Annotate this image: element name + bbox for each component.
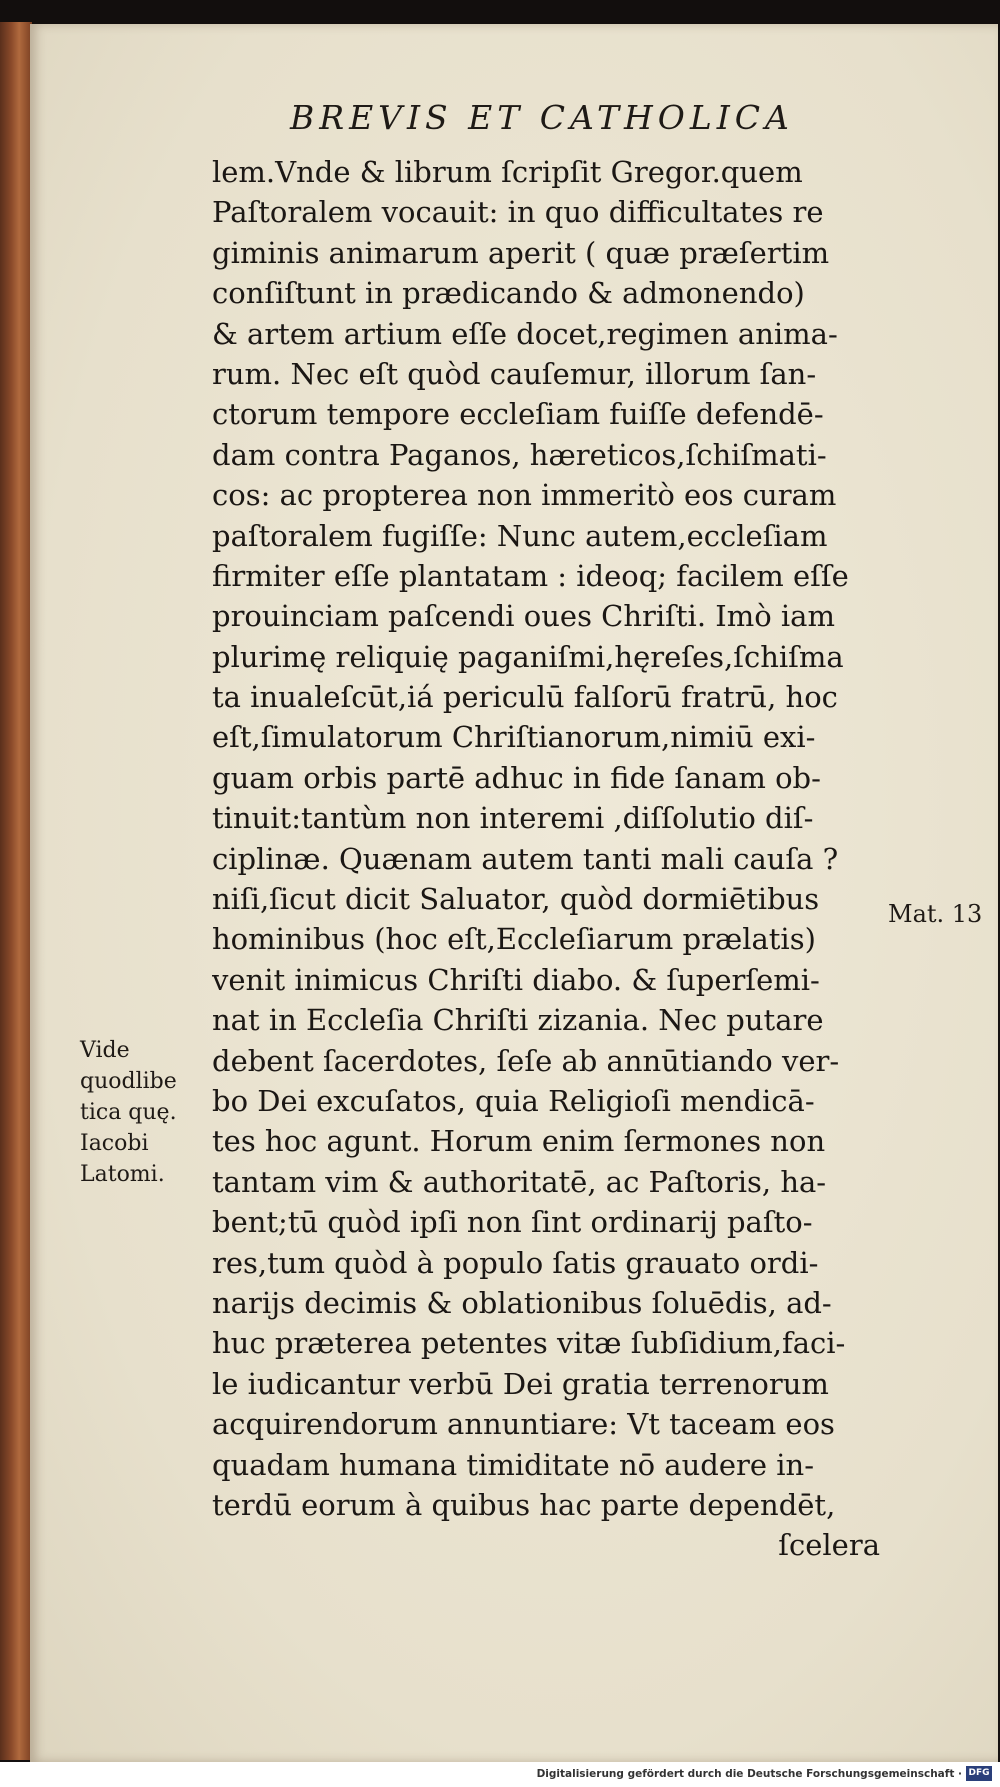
dfg-logo-icon: DFG xyxy=(966,1766,992,1781)
margin-note-line: Iacobi xyxy=(80,1131,149,1156)
text-line: hominibus (hoc eſt,Eccleſiarum prælatis) xyxy=(212,922,816,957)
text-line: conſiſtunt in prædicando & admonendo) xyxy=(212,276,805,311)
text-line: plurimę reliquię paganiſmi,hęreſes,ſchiſma xyxy=(212,639,844,674)
margin-note-line: Latomi. xyxy=(80,1162,165,1187)
text-line: eſt,ſimulatorum Chriſtianorum,nimiū exi- xyxy=(212,720,816,755)
text-line: acquirendorum annuntiare: Vt taceam eos xyxy=(212,1407,835,1442)
right-margin-reference: Mat. 13 xyxy=(888,900,983,928)
text-line: tinuit:tantùm non interemi ,diſſolutio diſ- xyxy=(212,801,814,836)
text-line: narijs decimis & oblationibus ſoluēdis, ad- xyxy=(212,1285,832,1320)
text-line: firmiter eſſe plantatam : ideoq; facilem eſſe xyxy=(212,558,849,593)
text-line: nat in Eccleſia Chriſti zizania. Nec putare xyxy=(212,1003,824,1038)
margin-note-line: quodlibe xyxy=(80,1069,177,1094)
text-line: niſi,ſicut dicit Saluator, quòd dormiētibus xyxy=(212,882,820,917)
text-line: giminis animarum aperit ( quæ præſertim xyxy=(212,235,830,270)
text-line: cos: ac propterea non immeritò eos curam xyxy=(212,478,837,513)
text-line: quadam humana timiditate nō audere in- xyxy=(212,1447,814,1482)
text-line: terdū eorum à quibus hac parte dependēt, xyxy=(212,1487,836,1522)
margin-note-line: tica quę. xyxy=(80,1100,177,1125)
text-line: rum. Nec eſt quòd cauſemur, illorum ſan- xyxy=(212,356,817,391)
text-line: bent;tū quòd ipſi non ſint ordinarij paſto- xyxy=(212,1205,813,1240)
left-margin-note xyxy=(80,1035,210,1190)
text-line: res,tum quòd à populo ſatis grauato ordi- xyxy=(212,1245,819,1280)
text-line: guam orbis partē adhuc in fide ſanam ob- xyxy=(212,760,821,795)
text-line: ta inualeſcūt,iá periculū falſorū fratrū, hoc xyxy=(212,680,838,715)
text-line: ciplinæ. Quænam autem tanti mali cauſa ? xyxy=(212,841,839,876)
text-line: bo Dei excuſatos, quia Religioſi mendicā- xyxy=(212,1083,815,1118)
text-line: ctorum tempore eccleſiam fuiſſe defendē- xyxy=(212,397,824,432)
footer-credit: Digitalisierung gefördert durch die Deutsche Forschungsgemeinschaft · xyxy=(536,1768,962,1780)
text-line: dam contra Paganos, hæreticos,ſchiſmati- xyxy=(212,437,827,472)
text-line: tantam vim & authoritatē, ac Paſtoris, ha- xyxy=(212,1164,827,1199)
text-line: tes hoc agunt. Horum enim ſermones non xyxy=(212,1124,826,1159)
running-head: BREVIS ET CATHOLICA xyxy=(290,98,794,137)
margin-note-line: Vide xyxy=(80,1038,130,1063)
book-spine-edge xyxy=(0,22,32,1760)
text-line: venit inimicus Chriſti diabo. & ſuperſemi- xyxy=(212,962,820,997)
text-line: paſtoralem fugiſſe: Nunc autem,eccleſiam xyxy=(212,518,828,553)
text-line: & artem artium eſſe docet,regimen anima- xyxy=(212,316,838,351)
text-line: Paſtoralem vocauit: in quo difficultates re xyxy=(212,195,824,230)
text-line: lem.Vnde & librum ſcripſit Gregor.quem xyxy=(212,155,803,189)
text-line: le iudicantur verbū Dei gratia terrenorum xyxy=(212,1366,829,1401)
main-text-block xyxy=(212,152,884,1566)
text-line: ſcelera xyxy=(778,1528,880,1563)
text-line: huc præterea petentes vitæ ſubſidium,faci- xyxy=(212,1326,846,1361)
text-line: debent ſacerdotes, ſeſe ab annūtiando ver- xyxy=(212,1043,840,1078)
text-line: prouinciam paſcendi oues Chriſti. Imò iam xyxy=(212,599,835,634)
